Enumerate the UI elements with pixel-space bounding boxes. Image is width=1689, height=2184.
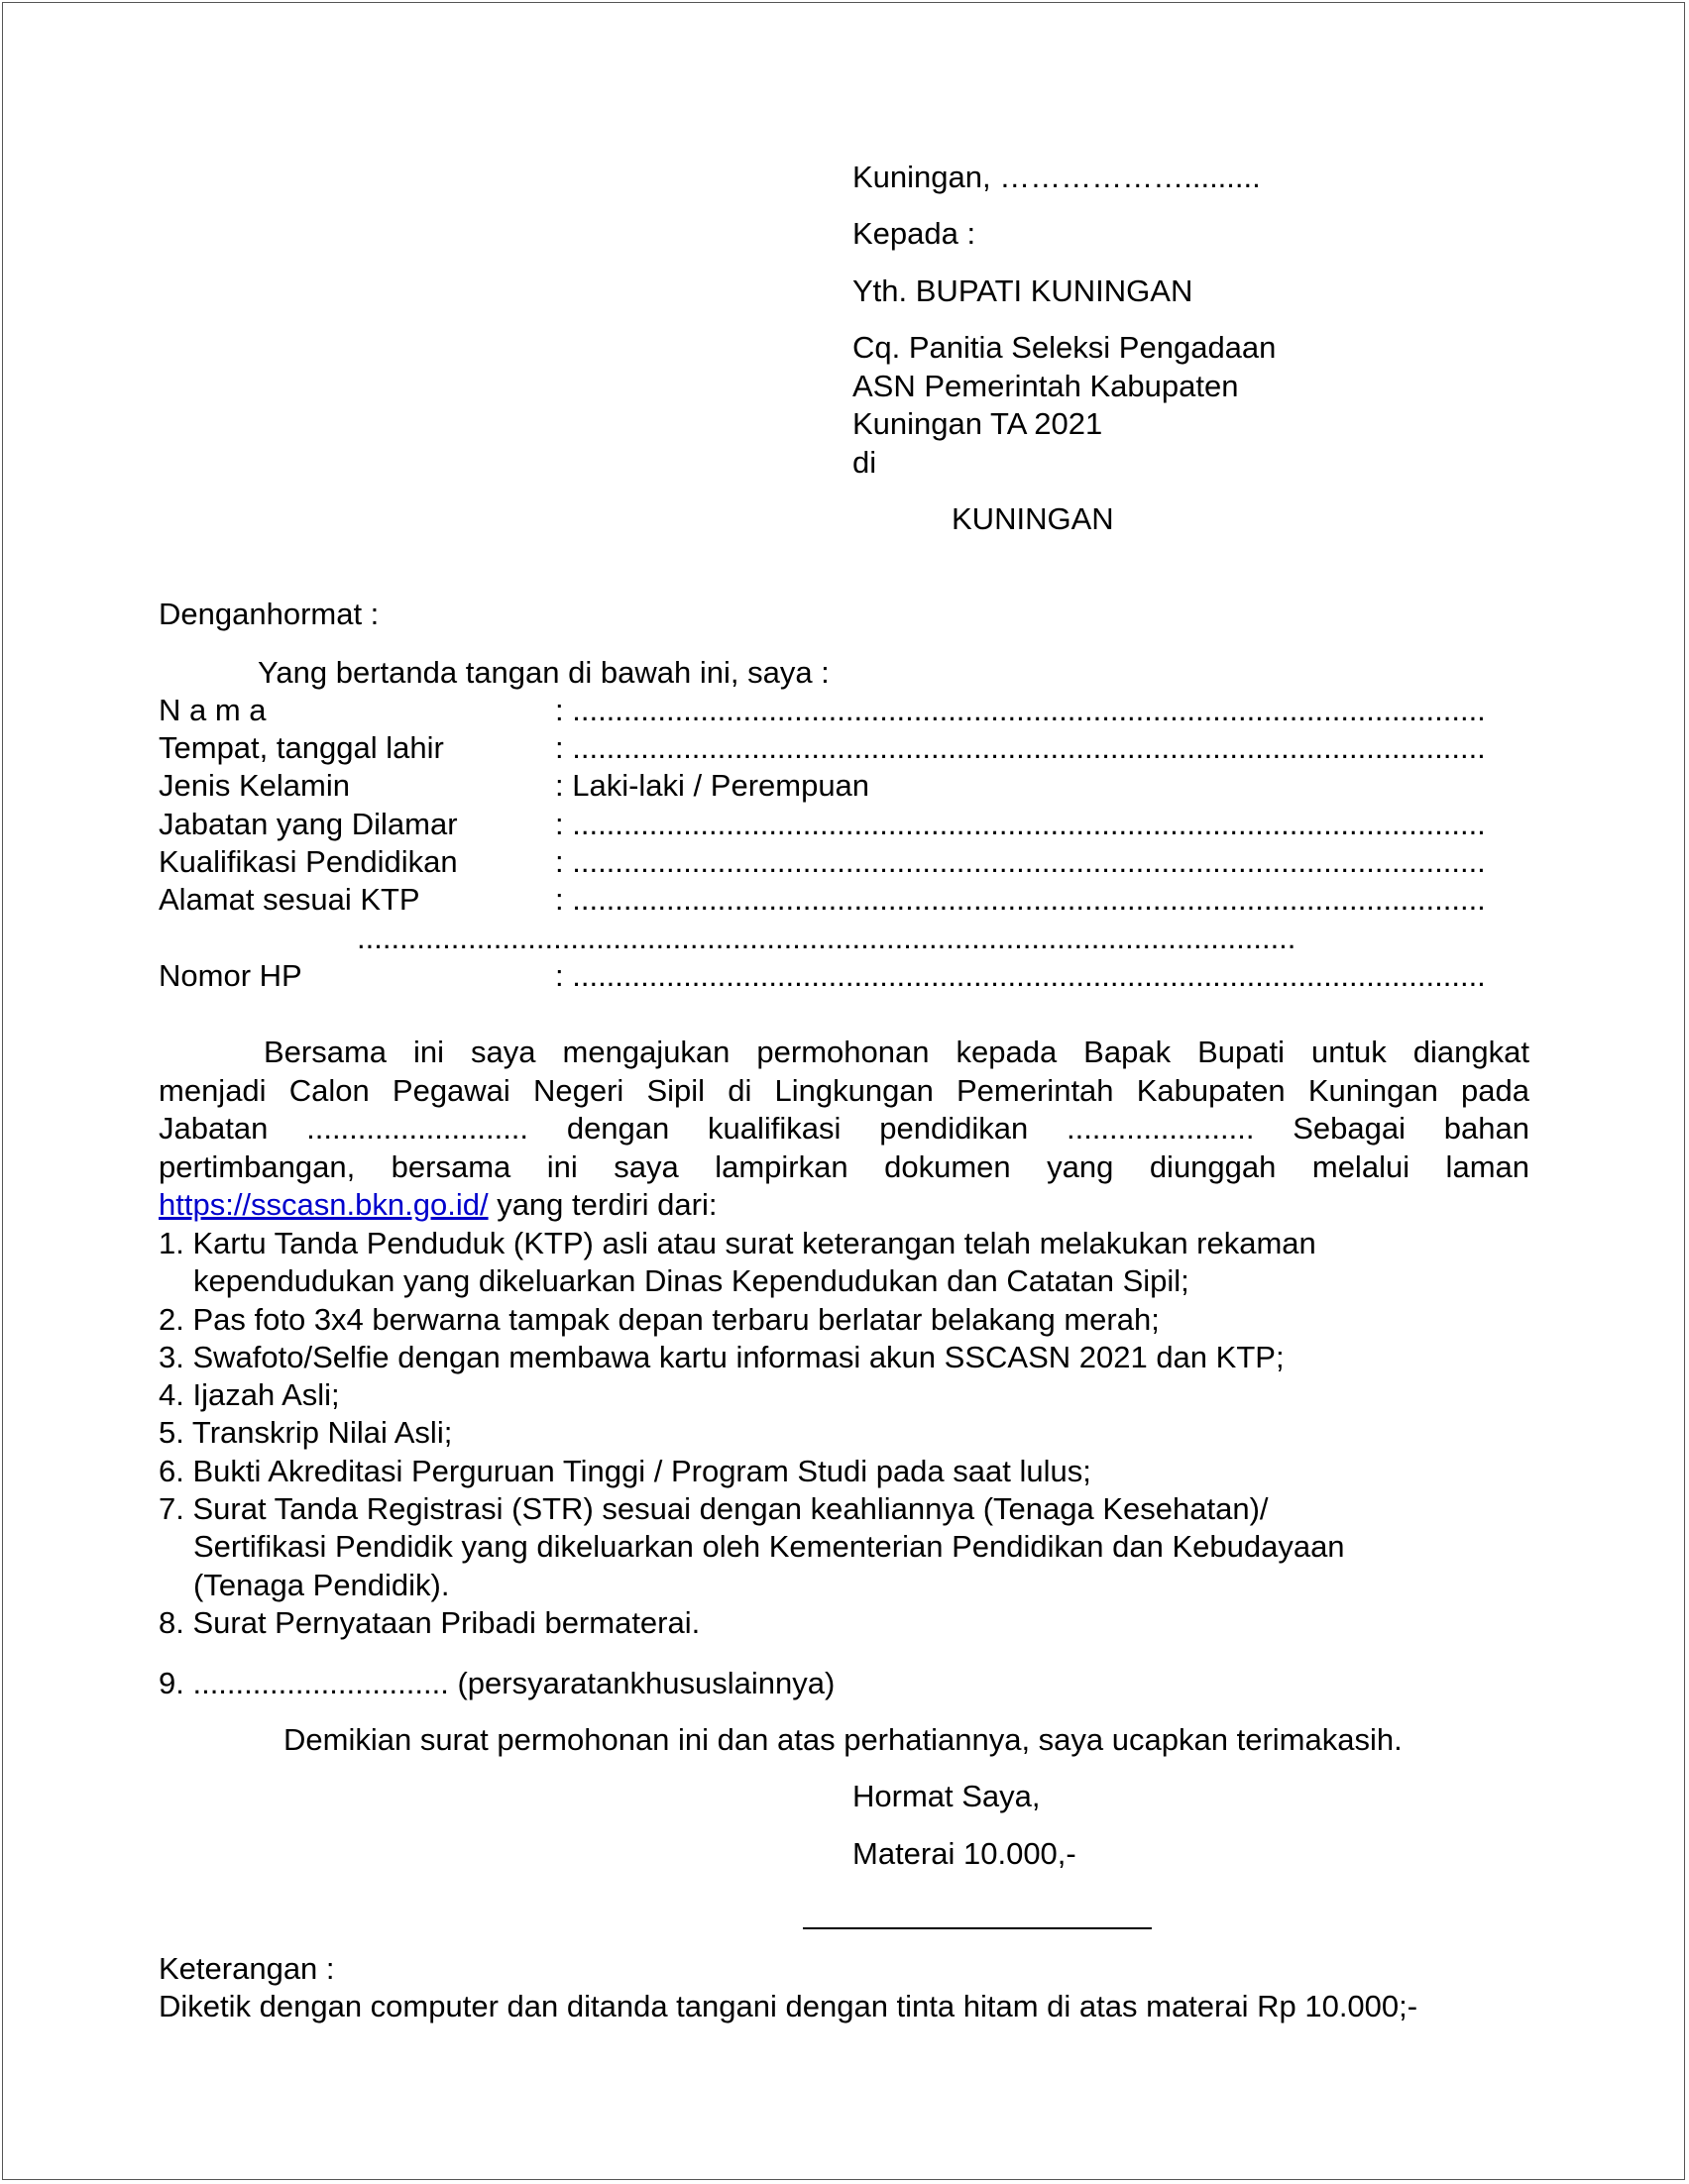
body-line: pertimbangan, bersama ini saya lampirkan dokumen yang diunggah melalui laman [159, 1148, 1529, 1184]
list-item [159, 1225, 1345, 1262]
list-item-text: 1. Kartu Tanda Penduduk (KTP) asli atau surat keterangan telah melakukan rekaman [159, 1226, 1316, 1260]
list-item-text: 8. Surat Pernyataan Pribadi bermaterai. [159, 1604, 701, 1640]
list-item [159, 1528, 1345, 1566]
field-label-pendidikan: Kualifikasi Pendidikan [159, 844, 458, 879]
cq-line: Cq. Panitia Seleksi Pengadaan [852, 330, 1277, 365]
field-label-nama: N a m a [159, 693, 267, 727]
closing-text: Demikian surat permohonan ini dan atas perhatiannya, saya ucapkan terimakasih. [283, 1722, 1403, 1757]
field-value-gender: : Laki-laki / Perempuan [555, 768, 870, 803]
materai-label: Materai 10.000,- [852, 1836, 1076, 1871]
list-item-text: 5. Transkrip Nilai Asli; [159, 1415, 453, 1451]
requirements-list [159, 1225, 1345, 1642]
cq-line: ASN Pemerintah Kabupaten [852, 368, 1239, 403]
list-item [159, 1262, 1345, 1300]
field-label-phone: Nomor HP [159, 958, 302, 993]
requirement-item-9: 9. .............................. (persyaratankhususlainnya) [159, 1666, 836, 1700]
field-value-pendidikan: : ........................................................................................................... [555, 844, 1486, 879]
signature-line [803, 1927, 1152, 1929]
list-item-text: kependudukan yang dikeluarkan Dinas Kependudukan dan Catatan Sipil; [193, 1263, 1189, 1299]
body-link-line [159, 1186, 1529, 1225]
field-label-gender: Jenis Kelamin [159, 768, 350, 803]
list-item [159, 1301, 1345, 1339]
body-line: yang terdiri dari: [488, 1187, 718, 1222]
list-item-text: 4. Ijazah Asli; [159, 1377, 340, 1413]
field-value-alamat-cont: .............................................................................................................. [357, 921, 1296, 955]
list-item [159, 1376, 1345, 1414]
list-item-text: 7. Surat Tanda Registrasi (STR) sesuai dengan keahliannya (Tenaga Kesehatan)/ [159, 1491, 1269, 1527]
field-label-jabatan: Jabatan yang Dilamar [159, 807, 458, 841]
list-item [159, 1604, 1345, 1642]
field-value-phone: : ........................................................................................................... [555, 958, 1486, 993]
field-value-jabatan: : ........................................................................................................... [555, 807, 1486, 841]
salutation: Denganhormat : [159, 597, 380, 631]
body-paragraph [159, 1034, 1529, 1225]
list-item [159, 1453, 1345, 1490]
body-line: Jabatan .......................... dengan kualifikasi pendidikan ...................... Sebagai bahan [159, 1111, 1529, 1146]
intro-text: Yang bertanda tangan di bawah ini, saya : [258, 655, 830, 690]
field-label-ttl: Tempat, tanggal lahir [159, 730, 444, 765]
note-title: Keterangan : [159, 1951, 335, 1986]
recipient-city: KUNINGAN [952, 501, 1114, 536]
kepada-label: Kepada : [852, 216, 976, 251]
list-item-text: 6. Bukti Akreditasi Perguruan Tinggi / Program Studi pada saat lulus; [159, 1453, 1091, 1488]
body-line: menjadi Calon Pegawai Negeri Sipil di Lingkungan Pemerintah Kabupaten Kuningan pada [159, 1072, 1529, 1108]
field-label-alamat: Alamat sesuai KTP [159, 882, 420, 917]
recipient: Yth. BUPATI KUNINGAN [852, 273, 1193, 308]
list-item [159, 1339, 1345, 1376]
list-item-text: (Tenaga Pendidik). [193, 1567, 450, 1602]
note-text: Diketik dengan computer dan ditanda tangani dengan tinta hitam di atas materai Rp 10.000;- [159, 1989, 1418, 2023]
cq-line: Kuningan TA 2021 [852, 406, 1103, 441]
field-value-nama: : ........................................................................................................... [555, 693, 1486, 727]
sscasn-link[interactable]: https://sscasn.bkn.go.id/ [159, 1187, 489, 1222]
cq-line: di [852, 444, 877, 480]
field-value-ttl: : ........................................................................................................... [555, 730, 1486, 765]
list-item [159, 1414, 1345, 1452]
body-line: Bersama ini saya mengajukan permohonan kepada Bapak Bupati untuk diangkat [264, 1035, 1529, 1069]
signature-greeting: Hormat Saya, [852, 1779, 1041, 1813]
list-item-text: 3. Swafoto/Selfie dengan membawa kartu informasi akun SSCASN 2021 dan KTP; [159, 1339, 1285, 1374]
recipient-cq-block [852, 329, 1276, 482]
list-item-text: 2. Pas foto 3x4 berwarna tampak depan terbaru berlatar belakang merah; [159, 1301, 1160, 1337]
list-item [159, 1490, 1345, 1528]
list-item-text: Sertifikasi Pendidik yang dikeluarkan oleh Kementerian Pendidikan dan Kebudayaan [193, 1529, 1345, 1565]
list-item [159, 1567, 1345, 1604]
field-value-alamat: : ........................................................................................................... [555, 882, 1486, 917]
place-date: Kuningan, ………………......... [852, 160, 1261, 194]
